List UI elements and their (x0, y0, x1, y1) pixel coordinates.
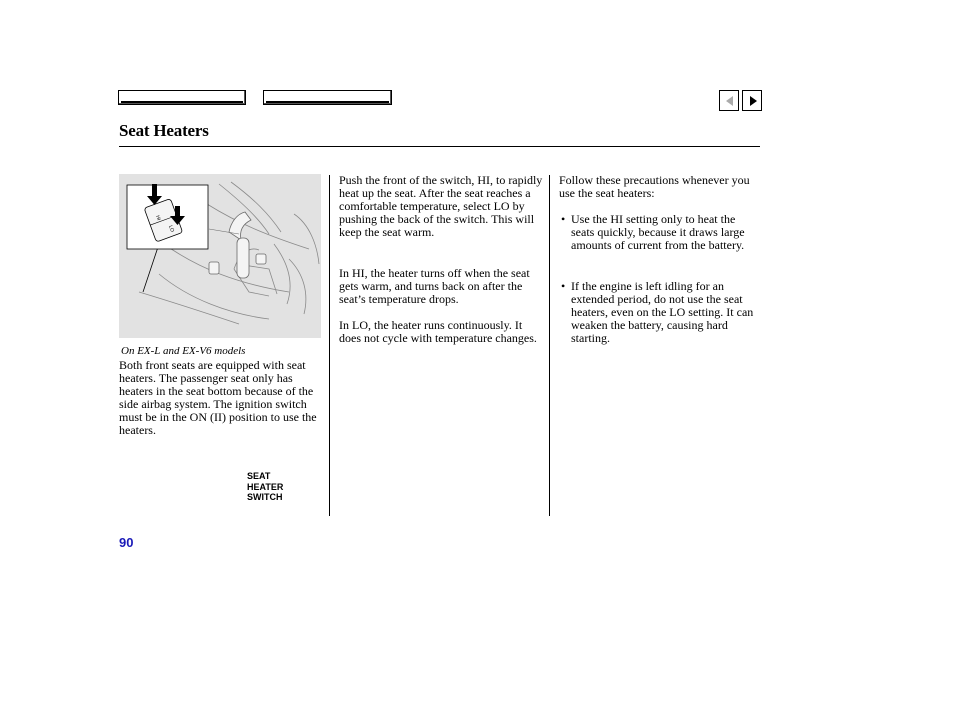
hi-mode-paragraph: In HI, the heater turns off when the seat gets warm, and turns back on after the seat’s temperature drops. (339, 266, 530, 306)
column-divider (329, 175, 330, 516)
precaution-item (561, 280, 761, 345)
callout-line: SWITCH (247, 492, 283, 502)
nav-tab-index[interactable] (263, 90, 392, 105)
console-drawing (119, 174, 321, 338)
page-title: Seat Heaters (119, 121, 209, 140)
usage-paragraph: Push the front of the switch, HI, to rapidly heat up the seat. After the seat reaches a comfortable temperature, select LO by pushing the back of the switch. This will keep the seat warm. (339, 173, 543, 239)
next-page-button[interactable] (742, 90, 762, 111)
seat-heater-switch-callout (247, 471, 283, 503)
bullet-icon: • (561, 279, 566, 293)
nav-tab-contents[interactable] (118, 90, 246, 105)
precaution-item (561, 213, 761, 252)
left-triangle-icon (726, 96, 733, 106)
intro-paragraph: Both front seats are equipped with seat heaters. The passenger seat only has heaters in the seat bottom because of the side airbag system. The ignition switch must be in the ON (II) position to use the heaters. (119, 358, 317, 437)
bullet-icon: • (561, 212, 566, 226)
callout-line: HEATER (247, 481, 284, 492)
switch-label-hi: HI (154, 214, 162, 222)
column-divider (549, 175, 550, 516)
precaution-text: If the engine is left idling for an extended period, do not use the seat heaters, even on the LO setting. It can weaken the battery, causing hard starting. (571, 279, 754, 345)
right-triangle-icon (750, 96, 757, 106)
switch-label-lo: LO (167, 224, 176, 233)
figure-caption: On EX-L and EX-V6 models (121, 345, 246, 357)
precaution-text: Use the HI setting only to heat the seats quickly, because it draws large amounts of current from the battery. (571, 212, 745, 252)
page-number: 90 (119, 535, 134, 550)
precautions-intro: Follow these precautions whenever you use the seat heaters: (559, 173, 750, 200)
previous-page-button[interactable] (719, 90, 739, 111)
lo-mode-paragraph: In LO, the heater runs continuously. It does not cycle with temperature changes. (339, 318, 537, 345)
callout-line: SEAT (247, 471, 271, 481)
title-divider (119, 146, 760, 147)
